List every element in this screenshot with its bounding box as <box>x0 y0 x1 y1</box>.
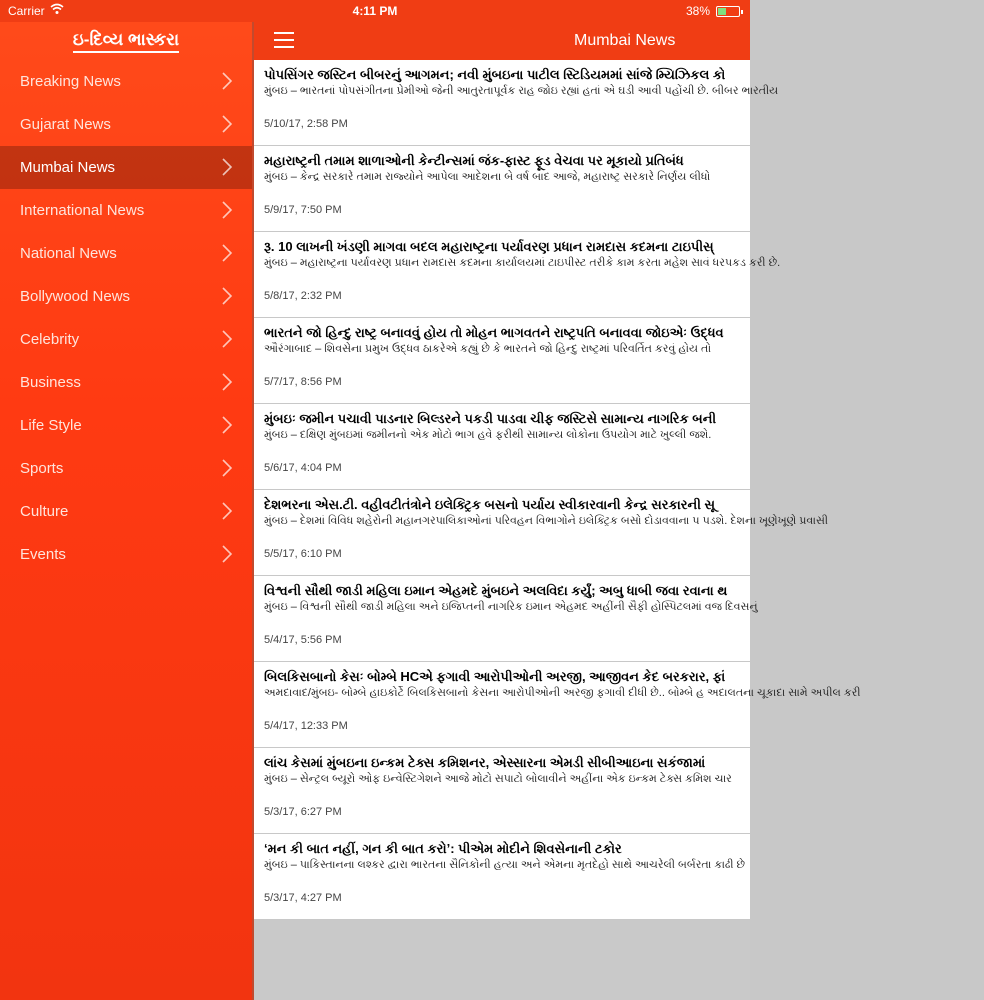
news-date: 5/7/17, 8:56 PM <box>264 376 342 388</box>
sidebar-item-life-style[interactable] <box>0 404 252 447</box>
sidebar-item-celebrity[interactable] <box>0 318 252 361</box>
sidebar-item-mumbai-news[interactable] <box>0 146 252 189</box>
news-item[interactable] <box>254 404 750 490</box>
news-date: 5/5/17, 6:10 PM <box>264 548 342 560</box>
sidebar-item-label: Business <box>20 374 81 391</box>
news-item[interactable] <box>254 576 758 662</box>
news-date: 5/4/17, 5:56 PM <box>264 634 342 646</box>
battery-percent: 38% <box>685 4 710 18</box>
news-summary: મુંબઇ – ભારતનાં પોપસંગીતના પ્રેમીઓ જેની આતુરતાપૂર્વક રાહ જોઇ રહ્યાં હતાં એ ઘડી આવી પહોંચી છે. બીબર ભારતીય <box>264 85 779 97</box>
sidebar-item-label: Mumbai News <box>20 159 116 176</box>
clock: 4:11 PM <box>352 4 398 18</box>
news-date: 5/6/17, 4:04 PM <box>264 462 342 474</box>
news-summary: મુંબઇ – વિશ્વની સૌથી જાડી મહિલા અને ઇજિપ્તની નાગરિક ઇમાન એહમદ અહીંની સૈફી હોસ્પિટલમાં વજ દિવસનું <box>264 601 758 613</box>
sidebar-item-label: International News <box>20 202 145 219</box>
carrier-label: Carrier <box>8 4 45 18</box>
news-item[interactable] <box>254 146 750 232</box>
sidebar-item-bollywood-news[interactable] <box>0 275 252 318</box>
news-headline: દેશભરના એસ.ટી. વહીવટીતંત્રોને ઇલેક્ટ્રિક બસનો પર્યાય સ્વીકારવાની કેન્દ્ર સરકારની સૂ <box>264 497 716 512</box>
chevron-right-icon <box>220 415 234 435</box>
main-content <box>254 22 861 1000</box>
status-bar <box>0 0 750 22</box>
sidebar-item-international-news[interactable] <box>0 189 252 232</box>
sidebar-item-culture[interactable] <box>0 490 252 533</box>
sidebar-item-national-news[interactable] <box>0 232 252 275</box>
news-item[interactable] <box>254 834 750 920</box>
hamburger-menu-icon[interactable] <box>274 32 294 48</box>
news-headline: વિશ્વની સૌથી જાડી મહિલા ઇમાન એહમદે મુંબઇને અલવિદા કર્યું; અબુ ધાબી જવા રવાના થ <box>264 583 728 598</box>
chevron-right-icon <box>220 329 234 349</box>
sidebar-item-label: Life Style <box>20 417 82 434</box>
news-summary: મુંબઇ – પાકિસ્તાનના લશ્કર દ્વારા ભારતના સૈનિકોની હત્યા અને એમના મૃતદેહો સાથે આચરેલી બર્બરતા કાઢી છે <box>264 859 746 871</box>
sidebar-item-gujarat-news[interactable] <box>0 103 252 146</box>
news-date: 5/4/17, 12:33 PM <box>264 720 348 732</box>
news-summary: મુંબઇ – સેન્ટ્રલ બ્યૂરો ઓફ ઇન્વેસ્ટિગેશને આજે મોટો સપાટો બોલાવીને અહીંના એક ઇન્કમ ટેક્સ કમિશ ચાર <box>264 773 732 785</box>
news-headline: રૂ. 10 લાખની ખંડણી માગવા બદલ મહારાષ્ટ્રના પર્યાવરણ પ્રધાન રામદાસ કદમના ટાઇપીસ્ <box>264 239 714 254</box>
news-item[interactable] <box>254 60 779 146</box>
news-item[interactable] <box>254 490 829 576</box>
battery-icon <box>716 6 740 17</box>
news-summary: મુંબઇ – દક્ષિણ મુંબઇમાં જમીનનો એક મોટો ભાગ હવે ફરીથી સામાન્ય લોકોના ઉપયોગ માટે ખુલ્લી જશે. <box>264 429 712 441</box>
chevron-right-icon <box>220 372 234 392</box>
sidebar-item-label: Events <box>20 546 66 563</box>
sidebar-item-business[interactable] <box>0 361 252 404</box>
news-summary: મુંબઇ – મહારાષ્ટ્રના પર્યાવરણ પ્રધાન રામદાસ કદમના કાર્યાલયમાં ટાઇપીસ્ટ તરીકે કામ કરતા મહેશ સાવં ધરપકડ કરી છે. <box>264 257 781 269</box>
news-date: 5/9/17, 7:50 PM <box>264 204 342 216</box>
news-item[interactable] <box>254 318 750 404</box>
news-headline: મહારાષ્ટ્રની તમામ શાળાઓની કેન્ટીન્સમાં જંક-ફાસ્ટ ફૂડ વેચવા પર મૂકાયો પ્રતિબંધ <box>264 153 684 168</box>
news-item[interactable] <box>254 662 861 748</box>
news-feed[interactable] <box>254 60 861 920</box>
news-headline: બિલકિસબાનો કેસઃ બોમ્બે HCએ ફગાવી આરોપીઓની અરજી, આજીવન કેદ બરકરાર, ફાં <box>264 669 726 684</box>
news-headline: ભારતને જો હિન્દુ રાષ્ટ્ર બનાવવું હોય તો મોહન ભાગવતને રાષ્ટ્રપતિ બનાવવા જોઇએઃ ઉદ્ધવ <box>264 325 724 340</box>
chevron-right-icon <box>220 458 234 478</box>
chevron-right-icon <box>220 501 234 521</box>
nav-bar <box>254 22 750 60</box>
sidebar-item-label: National News <box>20 245 117 262</box>
chevron-right-icon <box>220 544 234 564</box>
news-headline: મુંબઇઃ જમીન પચાવી પાડનાર બિલ્ડરને પકડી પાડવા ચીફ જસ્ટિસે સામાન્ય નાગરિક બની <box>264 411 717 426</box>
news-date: 5/10/17, 2:58 PM <box>264 118 348 130</box>
sidebar-title: ઇ-દિવ્ય ભાસ્કરા <box>0 22 252 60</box>
chevron-right-icon <box>220 114 234 134</box>
chevron-right-icon <box>220 200 234 220</box>
news-summary: ઔરંગાબાદ – શિવસેના પ્રમુખ ઉદ્ધવ ઠાકરેએ કહ્યું છે કે ભારતને જો હિન્દુ રાષ્ટ્રમાં પરિવર્તિત કરવું હોય તો <box>264 343 712 355</box>
news-summary: અમદાવાદ/મુંબઇ- બોમ્બે હાઇકોર્ટે બિલકિસબાનો કેસના આરોપીઓની અરજી ફગાવી દીધી છે.. બોમ્બે હ અદાલતના ચૂકાદા સામે અપીલ કરી <box>264 687 861 699</box>
sidebar-item-label: Celebrity <box>20 331 80 348</box>
sidebar-item-sports[interactable] <box>0 447 252 490</box>
chevron-right-icon <box>220 157 234 177</box>
news-item[interactable] <box>254 232 781 318</box>
sidebar-item-breaking-news[interactable] <box>0 60 252 103</box>
news-date: 5/3/17, 6:27 PM <box>264 806 342 818</box>
news-item[interactable] <box>254 748 750 834</box>
chevron-right-icon <box>220 243 234 263</box>
sidebar-item-label: Bollywood News <box>20 288 131 305</box>
chevron-right-icon <box>220 71 234 91</box>
sidebar-menu <box>0 22 252 1000</box>
sidebar-item-label: Gujarat News <box>20 116 111 133</box>
news-date: 5/8/17, 2:32 PM <box>264 290 342 302</box>
news-date: 5/3/17, 4:27 PM <box>264 892 342 904</box>
sidebar-item-label: Breaking News <box>20 73 121 90</box>
chevron-right-icon <box>220 286 234 306</box>
sidebar-item-events[interactable] <box>0 533 252 576</box>
news-summary: મુંબઇ – દેશમાં વિવિધ શહેરોની મહાનગરપાલિકાઓનાં પરિવહન વિભાગોને ઇલેક્ટ્રિક બસો દોડાવવાના પ પડશે. દેશના ખૂણેખૂણે પ્રવાસી <box>264 515 829 527</box>
news-headline: પોપસિંગર જસ્ટિન બીબરનું આગમન; નવી મુંબઇના પાટીલ સ્ટિડિયમમાં સાંજે મ્યિઝિકલ કો <box>264 67 726 82</box>
sidebar-item-label: Sports <box>20 460 64 477</box>
news-headline: લાંચ કેસમાં મુંબઇના ઇન્કમ ટેક્સ કમિશનર, એસ્સારના એમડી સીબીઆઇના સકંજામાં <box>264 755 706 770</box>
news-summary: મુંબઇ – કેન્દ્ર સરકારે તમામ રાજ્યોને આપેલા આદેશના બે વર્ષ બાદ આજે, મહારાષ્ટ્ર સરકારે નિર્ણય લીધો <box>264 171 711 183</box>
news-headline: ‘મન કી બાત નહીં, ગન કી બાત કરો’: પીએમ મોદીને શિવસેનાની ટકોર <box>264 841 622 856</box>
sidebar-item-label: Culture <box>20 503 69 520</box>
page-title: Mumbai News <box>574 32 676 49</box>
